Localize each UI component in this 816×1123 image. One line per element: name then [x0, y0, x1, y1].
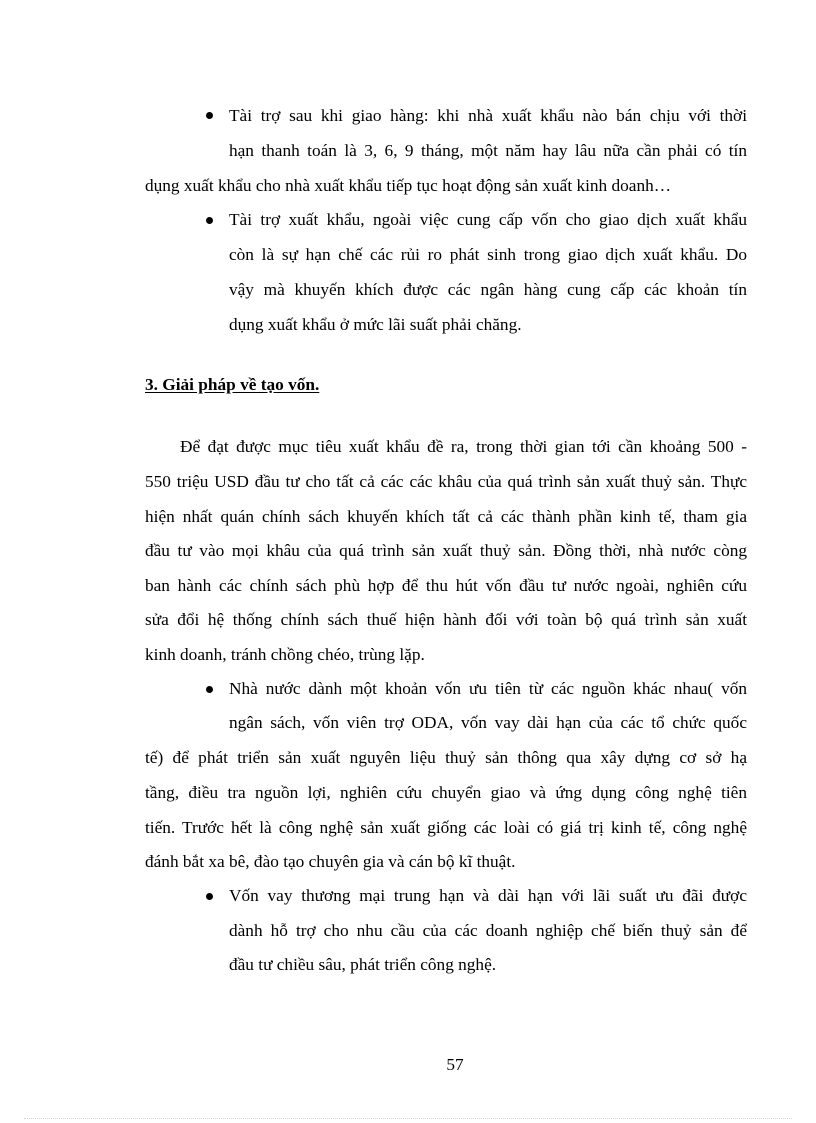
text-line: hiện nhất quán chính sách khuyến khích tất cả các thành phần kinh tế, tham gia	[145, 507, 747, 526]
bullet-marker	[206, 112, 213, 119]
text-line: dụng xuất khẩu ở mức lãi suất phải chăng.	[229, 315, 522, 334]
text-line: Tài trợ xuất khẩu, ngoài việc cung cấp vốn cho giao dịch xuất khẩu	[229, 210, 747, 229]
text-line: ban hành các chính sách phù hợp để thu hút vốn đầu tư nước ngoài, nghiên cứu	[145, 576, 747, 595]
text-line: Nhà nước dành một khoản vốn ưu tiên từ các nguồn khác nhau( vốn	[229, 679, 747, 698]
text-line: Tài trợ sau khi giao hàng: khi nhà xuất khẩu nào bán chịu với thời	[229, 106, 747, 125]
text-line: đầu tư chiều sâu, phát triển công nghệ.	[229, 955, 497, 974]
bullet-marker	[206, 217, 213, 224]
text-line: kinh doanh, tránh chồng chéo, trùng lặp.	[145, 645, 425, 664]
text-line: hạn thanh toán là 3, 6, 9 tháng, một năm hay lâu nữa cần phải có tín	[229, 141, 747, 160]
text-line: tiến. Trước hết là công nghệ sản xuất giống các loài có giá trị kinh tế, công nghệ	[145, 818, 747, 837]
page-number: 57	[446, 1055, 464, 1074]
text-line: 550 triệu USD đầu tư cho tất cả các các khâu của quá trình sản xuất thuỷ sản. Thực	[145, 472, 747, 491]
text-line: tế) để phát triển sản xuất nguyên liệu thuỷ sản thông qua xây dựng cơ sở hạ	[145, 748, 747, 767]
text-line: đánh bắt xa bê, đào tạo chuyên gia và cán bộ kĩ thuật.	[145, 852, 516, 871]
bullet-marker	[206, 893, 213, 900]
text-line: Để đạt được mục tiêu xuất khẩu đề ra, trong thời gian tới cần khoảng 500 -	[180, 437, 747, 456]
text-line: Vốn vay thương mại trung hạn và dài hạn với lãi suất ưu đãi được	[229, 886, 747, 905]
text-line: dụng xuất khẩu cho nhà xuất khẩu tiếp tục hoạt động sản xuất kinh doanh…	[145, 176, 672, 195]
text-line: đầu tư vào mọi khâu của quá trình sản xuất thuỷ sản. Đồng thời, nhà nước còng	[145, 541, 747, 560]
page-edge-divider	[24, 1118, 792, 1119]
text-line: ngân sách, vốn viên trợ ODA, vốn vay dài hạn của các tổ chức quốc	[229, 713, 747, 732]
bullet-marker	[206, 686, 213, 693]
text-line: tầng, điều tra nguồn lợi, nghiên cứu chuyển giao và ứng dụng công nghệ tiên	[145, 783, 747, 802]
text-line: còn là sự hạn chế các rủi ro phát sinh trong giao dịch xuất khẩu. Do	[229, 245, 747, 264]
text-line: dành hỗ trợ cho nhu cầu của các doanh nghiệp chế biến thuỷ sản để	[229, 921, 747, 940]
section-heading: 3. Giải pháp về tạo vốn.	[145, 375, 320, 394]
text-line: sửa đổi hệ thống chính sách thuế hiện hành đối với toàn bộ quá trình sản xuất	[145, 610, 747, 629]
text-line: vậy mà khuyến khích được các ngân hàng cung cấp các khoản tín	[229, 280, 747, 299]
